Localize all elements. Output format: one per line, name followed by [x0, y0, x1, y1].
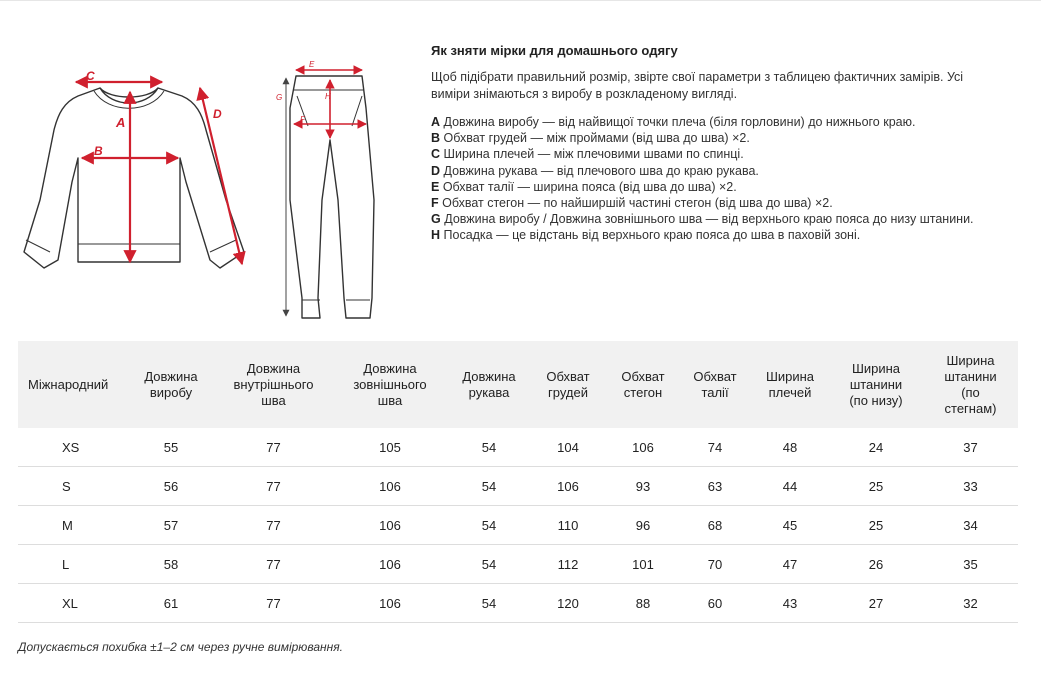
table-cell: 55	[126, 428, 216, 467]
table-row	[18, 428, 1018, 467]
table-cell: 105	[331, 428, 449, 467]
trousers-arrows	[294, 70, 366, 138]
column-header-line: Ширина	[851, 360, 901, 376]
legend-item-a: A Довжина виробу — від найвищої точки плеча (біля горловини) до нижнього краю.	[431, 115, 916, 129]
instructions-title: Як зняти мірки для домашнього одягу	[431, 43, 678, 58]
table-row	[18, 467, 1018, 506]
column-header	[216, 341, 331, 428]
column-header-line: плечей	[768, 384, 812, 400]
table-cell: 48	[751, 428, 829, 467]
table-cell: 96	[607, 506, 679, 545]
size-label-cell: XL	[18, 584, 126, 623]
table-cell: 93	[607, 467, 679, 506]
column-header-line: штанини	[944, 368, 997, 384]
column-header-line: стегнам)	[944, 400, 997, 416]
table-cell: 112	[529, 545, 607, 584]
size-label-cell: S	[18, 467, 126, 506]
column-header-line: талії	[701, 384, 729, 400]
column-header-line: Довжина	[246, 360, 301, 376]
column-header-line: зовнішнього	[353, 376, 427, 392]
column-header-line: грудей	[548, 384, 588, 400]
column-header-line: Ширина	[946, 352, 995, 368]
table-cell: 68	[679, 506, 751, 545]
size-table-header	[18, 341, 1018, 428]
legend-item-g: G Довжина виробу / Довжина зовнішнього шва — від верхнього краю пояса до низу штанини.	[431, 212, 974, 227]
table-cell: 27	[829, 584, 923, 623]
column-header	[126, 341, 216, 428]
table-cell: 43	[751, 584, 829, 623]
table-cell: 35	[923, 545, 1018, 584]
table-cell: 25	[829, 467, 923, 506]
table-cell: 106	[331, 584, 449, 623]
column-header-line: штанини	[849, 376, 903, 392]
table-cell: 63	[679, 467, 751, 506]
instructions-intro	[431, 69, 1031, 103]
column-header-line: Обхват	[693, 368, 737, 384]
sweatshirt-illustration	[24, 88, 244, 268]
label-e: E	[309, 60, 315, 69]
size-table-body	[18, 428, 1018, 623]
measurement-instructions	[431, 43, 1031, 244]
column-header-line: шва	[377, 392, 403, 408]
table-cell: 101	[607, 545, 679, 584]
table-cell: 45	[751, 506, 829, 545]
column-header-line: Обхват	[546, 368, 590, 384]
footnote: Допускається похибка ±1–2 см через ручне вимірювання.	[18, 640, 343, 654]
label-g: G	[276, 93, 283, 102]
column-header-line: стегон	[623, 384, 663, 400]
legend-item-b: B Обхват грудей — між проймами (від шва до шва) ×2.	[431, 131, 750, 146]
table-cell: 106	[331, 545, 449, 584]
table-cell: 106	[607, 428, 679, 467]
size-label-cell: M	[18, 506, 126, 545]
column-header	[449, 341, 529, 428]
legend-item-d: D Довжина рукава — від плечового шва до краю рукава.	[431, 163, 759, 178]
legend-item-e: E Обхват талії — ширина пояса (від шва до шва) ×2.	[431, 179, 737, 194]
table-cell: 106	[331, 506, 449, 545]
column-header-line: Довжина	[144, 368, 198, 384]
table-cell: 61	[126, 584, 216, 623]
legend-item-f: F Обхват стегон — по найширшій частині стегон (від шва до шва) ×2.	[431, 196, 833, 211]
column-header-line: виробу	[149, 384, 193, 400]
table-row	[18, 506, 1018, 545]
table-cell: 34	[923, 506, 1018, 545]
table-cell: 37	[923, 428, 1018, 467]
column-header	[607, 341, 679, 428]
trousers-illustration	[290, 76, 374, 318]
label-a: A	[116, 115, 126, 130]
column-header	[751, 341, 829, 428]
column-header-line: Ширина	[765, 368, 815, 384]
table-cell: 106	[529, 467, 607, 506]
legend-item-c: C Ширина плечей — між плечовими швами по спинці.	[431, 147, 744, 162]
table-cell: 26	[829, 545, 923, 584]
measurement-legend	[431, 114, 1031, 244]
header-row	[18, 341, 1018, 428]
table-cell: 88	[607, 584, 679, 623]
column-header-line: (по	[961, 384, 980, 400]
size-label-cell: XS	[18, 428, 126, 467]
table-cell: 56	[126, 467, 216, 506]
column-header	[331, 341, 449, 428]
table-cell: 32	[923, 584, 1018, 623]
legend-item-h: H Посадка — це відстань від верхнього краю пояса до шва в паховій зоні.	[431, 228, 861, 243]
table-cell: 104	[529, 428, 607, 467]
table-cell: 25	[829, 506, 923, 545]
table-cell: 54	[449, 545, 529, 584]
label-f: F	[300, 115, 305, 124]
column-header	[18, 341, 126, 428]
table-row	[18, 584, 1018, 623]
column-header	[829, 341, 923, 428]
size-label-cell: L	[18, 545, 126, 584]
table-cell: 54	[449, 584, 529, 623]
label-c: C	[86, 69, 95, 83]
column-header-line: Довжина	[462, 368, 516, 384]
table-cell: 24	[829, 428, 923, 467]
table-cell: 54	[449, 428, 529, 467]
table-cell: 60	[679, 584, 751, 623]
label-d: D	[213, 107, 222, 121]
column-header	[923, 341, 1018, 428]
table-cell: 70	[679, 545, 751, 584]
table-cell: 106	[331, 467, 449, 506]
table-cell: 110	[529, 506, 607, 545]
column-header-line: шва	[261, 392, 286, 408]
table-cell: 33	[923, 467, 1018, 506]
table-cell: 77	[216, 467, 331, 506]
intro-line-2: виміри знімаються з виробу в розкладеному вигляді.	[431, 87, 738, 101]
table-cell: 44	[751, 467, 829, 506]
column-header-line: внутрішнього	[233, 376, 314, 392]
column-header	[529, 341, 607, 428]
table-cell: 77	[216, 506, 331, 545]
column-header-line: (по низу)	[849, 392, 903, 408]
column-header-line: Довжина	[363, 360, 417, 376]
intro-line-1: Щоб підібрати правильний розмір, звірте свої параметри з таблицею фактичних замірів. Усі	[431, 70, 964, 84]
column-header	[679, 341, 751, 428]
table-row	[18, 545, 1018, 584]
table-cell: 54	[449, 506, 529, 545]
table-cell: 47	[751, 545, 829, 584]
column-header-line: рукава	[468, 384, 510, 400]
table-cell: 57	[126, 506, 216, 545]
table-cell: 77	[216, 545, 331, 584]
column-header-line: Обхват	[621, 368, 665, 384]
table-cell: 54	[449, 467, 529, 506]
table-cell: 77	[216, 584, 331, 623]
size-table	[18, 341, 1018, 623]
table-cell: 120	[529, 584, 607, 623]
column-header-line: Міжнародний	[28, 376, 109, 392]
table-cell: 74	[679, 428, 751, 467]
table-cell: 77	[216, 428, 331, 467]
label-b: B	[94, 144, 103, 158]
measurement-diagram	[0, 0, 410, 330]
table-cell: 58	[126, 545, 216, 584]
label-h: H	[325, 92, 331, 101]
